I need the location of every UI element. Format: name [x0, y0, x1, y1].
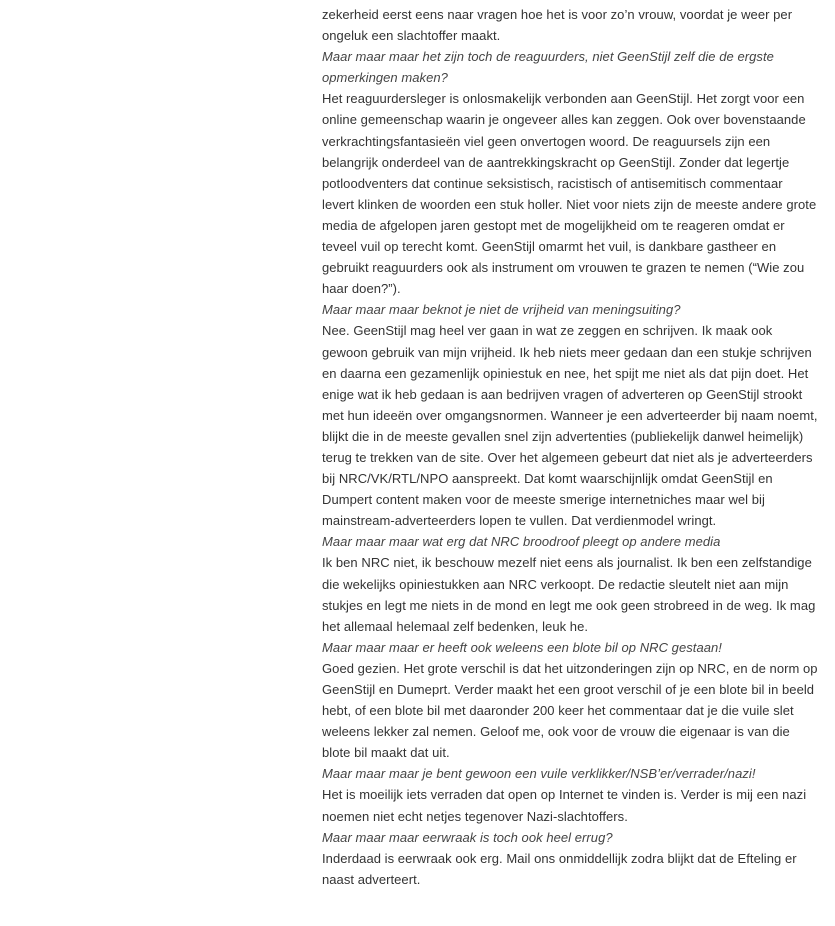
article-paragraph: zekerheid eerst eens naar vragen hoe het is voor zo’n vrouw, voordat je weer per ongeluk een slachtoffer maakt. — [322, 7, 793, 44]
article-question: Maar maar maar wat erg dat NRC broodroof pleegt op andere media — [322, 534, 721, 550]
article-paragraph: Het reaguurdersleger is onlosmakelijk verbonden aan GeenStijl. Het zorgt voor een online gemeenschap waarin je ongeveer alles kan zeggen. Ook over bovenstaande verkrachtingsfantasieën viel geen onvertogen woord. De reaguursels zijn een belangrijk onderdeel van de aantrekkingskracht op GeenStijl. Zonder dat legertje potloodventers dat continue seksistisch, racistisch of antisemitisch commentaar levert klinken de woorden een stuk holler. Niet voor niets zijn de meeste andere grote media de afgelopen jaren gestopt met de mogelijkheid om te reageren omdat er teveel vuil op terecht komt. GeenStijl omarmt het vuil, is dankbare gastheer en gebruikt reaguurders ook als instrument om vrouwen te grazen te nemen (“Wie zou haar doen?”). — [322, 91, 817, 297]
article-paragraph: Het is moeilijk iets verraden dat open op Internet te vinden is. Verder is mij een nazi noemen niet echt netjes tegenover Nazi-slachtoffers. — [322, 787, 807, 824]
article-question: Maar maar maar er heeft ook weleens een blote bil op NRC gestaan! — [322, 639, 722, 655]
article-question: Maar maar maar je bent gewoon een vuile verklikker/NSB’er/verrader/nazi! — [322, 766, 756, 782]
article-paragraph: Inderdaad is eerwraak ook erg. Mail ons onmiddellijk zodra blijkt dat de Efteling er naast adverteert. — [322, 850, 797, 887]
article-paragraph: Goed gezien. Het grote verschil is dat het uitzonderingen zijn op NRC, en de norm op GeenStijl en Dumeprt. Verder maakt het een groot verschil of je een blote bil in beeld hebt, of een blote bil met daaronder 200 keer het commentaar dat je die vuile slet weleens lekker zal nemen. Geloof me, ook voor de vrouw die eigenaar is van die blote bil maakt dat uit. — [322, 660, 818, 761]
article-paragraph: Nee. GeenStijl mag heel ver gaan in wat ze zeggen en schrijven. Ik maak ook gewoon gebruik van mijn vrijheid. Ik heb niets meer gedaan dan een stukje schrijven en daarna een gezamenlijk opiniestuk en nee, het spijt me niet als dat pijn doet. Het enige wat ik heb gedaan is aan bedrijven vragen of adverteren op GeenStijl strookt met hun ideeën over omgangsnormen. Wanneer je een adverteerder bij naam noemt, blijkt die in de meeste gevallen snel zijn advertenties (publiekelijk danwel heimelijk) terug te trekken van de site. Over het algemeen gebeurt dat niet als je adverteerders bij NRC/VK/RTL/NPO aanspreekt. Dat komt waarschijnlijk omdat GeenStijl en Dumpert content maken voor de meeste smerige internetniches maar wel bij mainstream-adverteerders lopen te vullen. Dat verdienmodel wringt. — [322, 323, 818, 529]
article-question: Maar maar maar beknot je niet de vrijheid van meningsuiting? — [322, 302, 681, 318]
article-body — [322, 4, 818, 890]
article-question: Maar maar maar eerwraak is toch ook heel errug? — [322, 829, 613, 845]
article-question: Maar maar maar het zijn toch de reaguurders, niet GeenStijl zelf die de ergste opmerkingen maken? — [322, 49, 774, 86]
article-paragraph: Ik ben NRC niet, ik beschouw mezelf niet eens als journalist. Ik ben een zelfstandige die wekelijks opiniestukken aan NRC verkoopt. De redactie sleutelt niet aan mijn stukjes en legt me niets in de mond en legt me ook geen strobreed in de weg. Ik mag het allemaal helemaal zelf bedenken, leuk he. — [322, 555, 816, 634]
